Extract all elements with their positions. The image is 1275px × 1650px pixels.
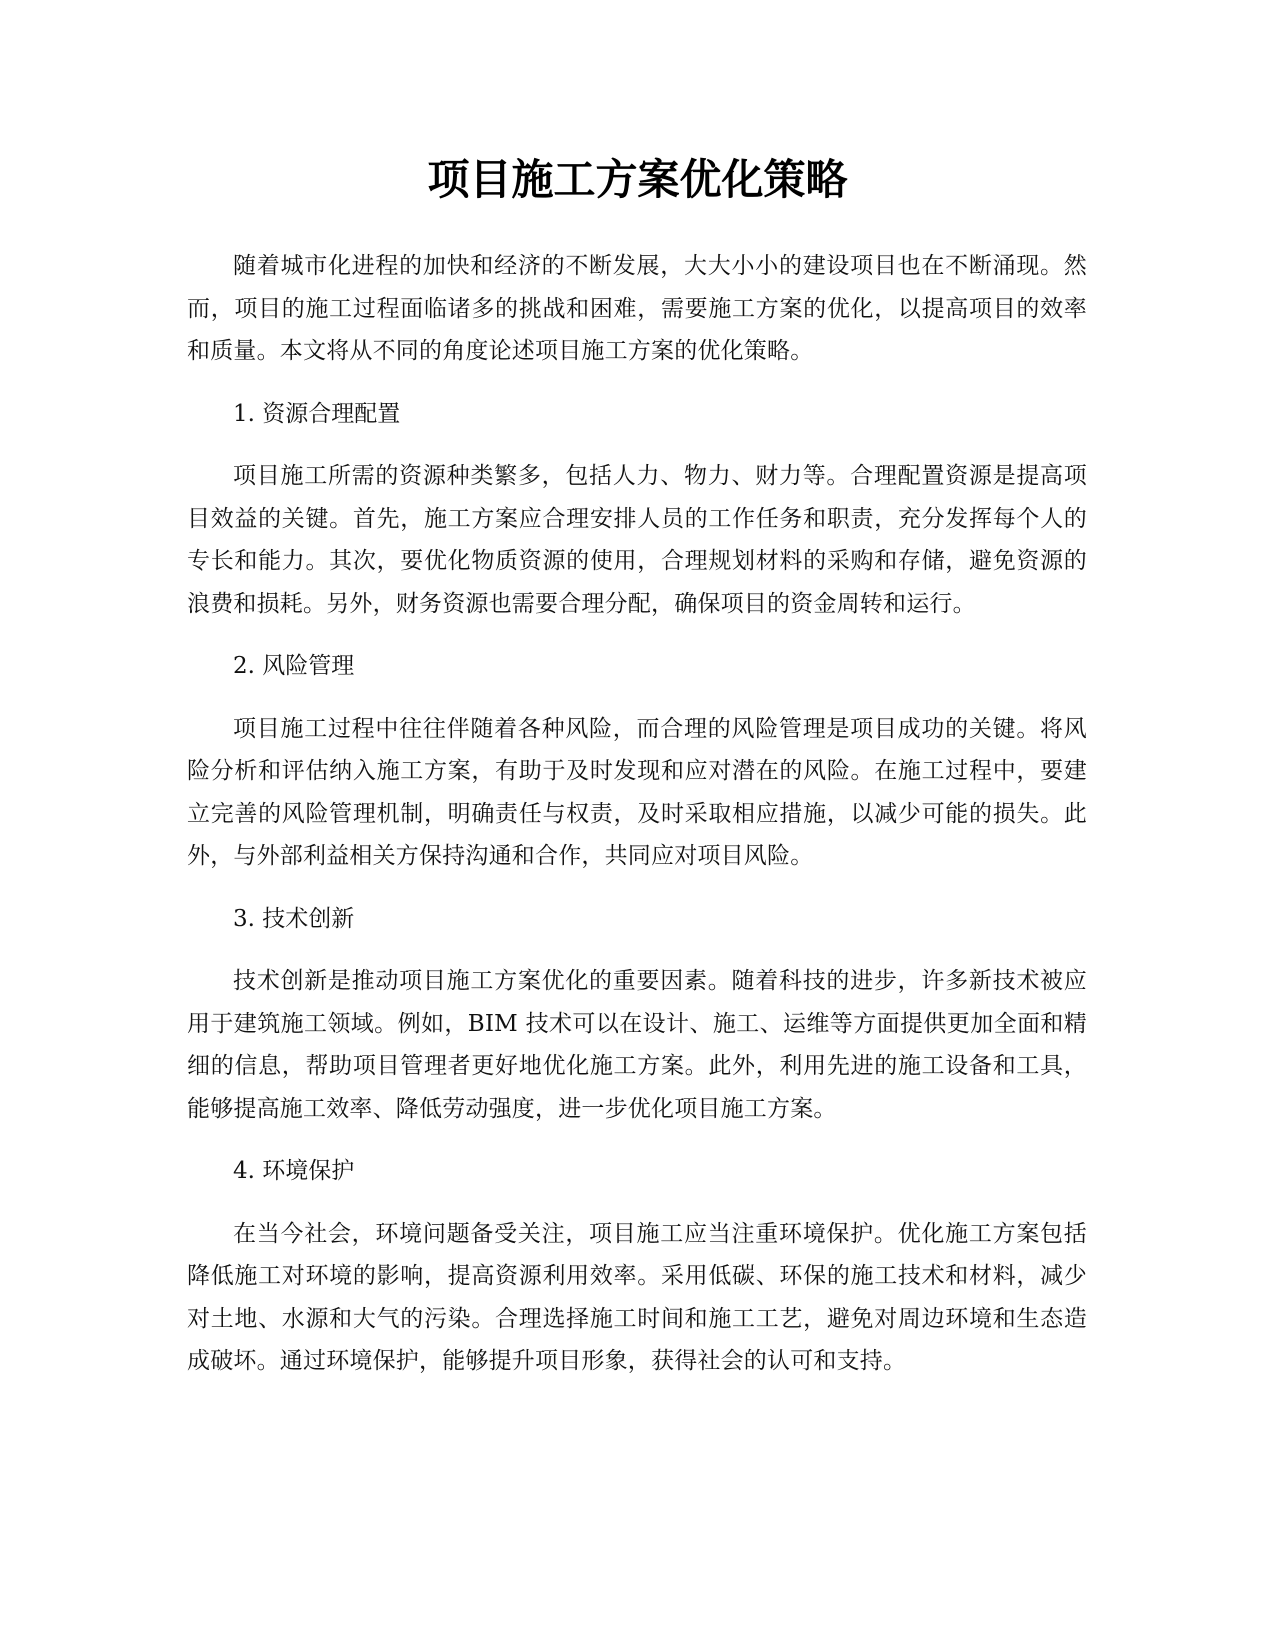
section-text-resources: 项目施工所需的资源种类繁多，包括人力、物力、财力等。合理配置资源是提高项目效益的关键。首先，施工方案应合理安排人员的工作任务和职责，充分发挥每个人的专长和能力。其次，要优化物质资源的使用，合理规划材料的采购和存储，避免资源的浪费和损耗。另外，财务资源也需要合理分配，确保项目的资金周转和运行。 — [187, 463, 1087, 617]
section-heading-risk: 2. 风险管理 — [233, 653, 355, 679]
document-title: 项目施工方案优化策略 — [427, 155, 848, 204]
section-heading-technology: 3. 技术创新 — [233, 905, 355, 932]
section-text-technology: 技术创新是推动项目施工方案优化的重要因素。随着科技的进步，许多新技术被应用于建筑施工领域。例如，BIM 技术可以在设计、施工、运维等方面提供更加全面和精细的信息，帮助项目管理者更好地优化施工方案。此外，利用先进的施工设备和工具，能够提高施工效率、降低劳动强度，进一步优化项目施工方案。 — [187, 968, 1087, 1122]
document-body — [187, 245, 1087, 1403]
section-heading-environment: 4. 环境保护 — [233, 1158, 355, 1184]
intro-paragraph: 随着城市化进程的加快和经济的不断发展，大大小小的建设项目也在不断涌现。然而，项目的施工过程面临诸多的挑战和困难，需要施工方案的优化，以提高项目的效率和质量。本文将从不同的角度论述项目施工方案的优化策略。 — [187, 253, 1087, 364]
section-heading-resources: 1. 资源合理配置 — [233, 400, 401, 427]
section-text-environment: 在当今社会，环境问题备受关注，项目施工应当注重环境保护。优化施工方案包括降低施工对环境的影响，提高资源利用效率。采用低碳、环保的施工技术和材料，减少对土地、水源和大气的污染。合理选择施工时间和施工工艺，避免对周边环境和生态造成破坏。通过环境保护，能够提升项目形象，获得社会的认可和支持。 — [187, 1220, 1087, 1374]
section-text-risk: 项目施工过程中往往伴随着各种风险，而合理的风险管理是项目成功的关键。将风险分析和评估纳入施工方案，有助于及时发现和应对潜在的风险。在施工过程中，要建立完善的风险管理机制，明确责任与权责，及时采取相应措施，以减少可能的损失。此外，与外部利益相关方保持沟通和合作，共同应对项目风险。 — [187, 715, 1087, 869]
